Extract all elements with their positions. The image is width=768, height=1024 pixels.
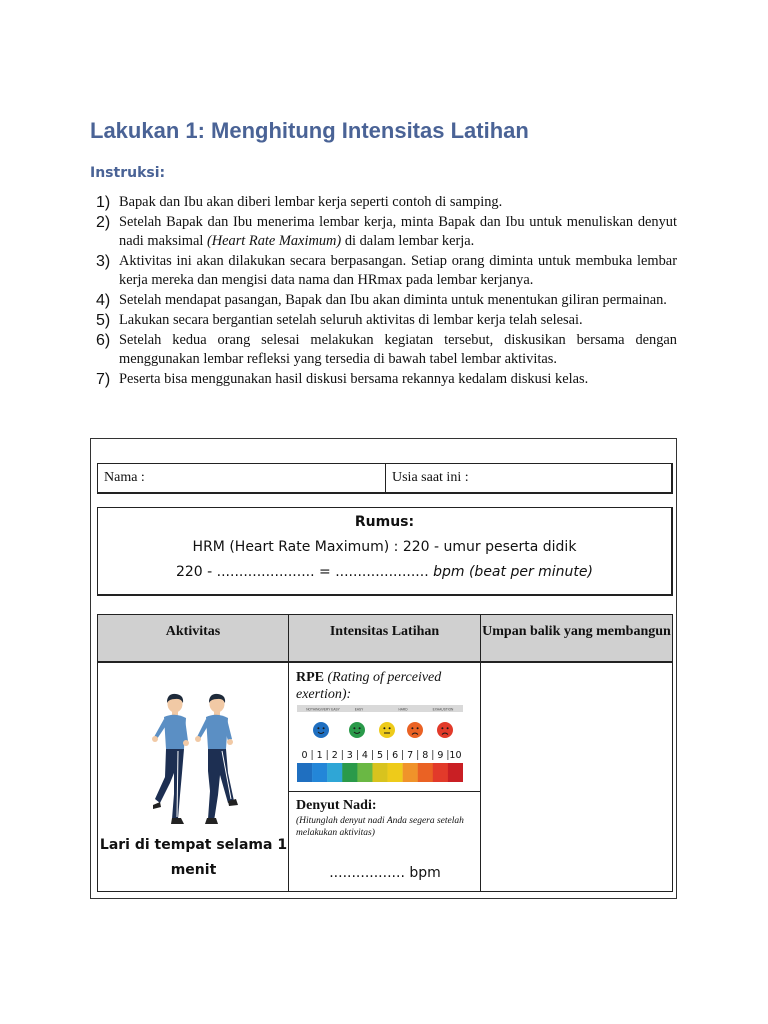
instruction-number: 6) (96, 332, 111, 349)
rpe-scale-bar (327, 763, 342, 782)
instruction-number: 4) (96, 292, 111, 309)
instruction-item (90, 193, 677, 212)
rpe-face-eye (447, 727, 449, 729)
activity-table (97, 614, 673, 892)
rpe-face-icon (349, 722, 365, 738)
runner-figure (195, 694, 238, 824)
rpe-scale-number: 3 (346, 750, 353, 761)
header-feedback: Umpan balik yang membangun (481, 615, 672, 663)
instruction-item (90, 370, 677, 389)
pulse-label: Denyut Nadi: (296, 798, 377, 813)
rpe-caption: (Rating of perceived exertion): (296, 670, 442, 702)
rpe-scale-bar (403, 763, 418, 782)
rpe-scale-number: 2 (331, 750, 338, 761)
formula-blanks: 220 - ...................... = ..................... (175, 564, 434, 580)
instruction-text: Peserta bisa menggunakan hasil diskusi bersama rekannya kedalam diskusi kelas. (119, 371, 589, 387)
rpe-face-eye (441, 727, 443, 729)
rpe-scale-bar (388, 763, 403, 782)
rpe-scale-bar (342, 763, 357, 782)
instruction-text: Bapak dan Ibu akan diberi lembar kerja seperti contoh di samping. (119, 194, 503, 210)
pulse-instruction: (Hitunglah denyut nadi Anda segera setelah melakukan aktivitas) (296, 816, 464, 838)
rpe-header-word: EASY (354, 707, 364, 712)
formula-unit: bpm (beat per minute) (433, 564, 593, 580)
rpe-face-eye (383, 727, 385, 729)
page-title: Lakukan 1: Menghitung Intensitas Latihan (90, 118, 529, 143)
rpe-scale-number: 4 (361, 750, 368, 761)
instruction-number: 1) (96, 194, 111, 211)
age-field[interactable]: Usia saat ini : (392, 470, 469, 485)
rpe-header-word: NOTHING/VERY EASY (306, 707, 340, 712)
rpe-face-eye (323, 727, 325, 729)
rpe-scale-number: 0 (301, 750, 308, 761)
name-field[interactable]: Nama : (98, 464, 386, 492)
rpe-face-icon (407, 722, 423, 738)
rpe-face-eye (411, 727, 413, 729)
rpe-face-eye (317, 727, 319, 729)
running-people-illustration (148, 691, 238, 833)
instruction-text: Setelah Bapak dan Ibu menerima lembar kerja, minta Bapak dan Ibu untuk menuliskan denyut nadi maksimal (119, 214, 677, 249)
rpe-header-word: HARD (398, 707, 408, 712)
instruction-text: di dalam lembar kerja. (341, 233, 475, 249)
pulse-input[interactable]: ................. bpm (329, 865, 441, 881)
rpe-scale-number: 7 (407, 750, 414, 761)
instruction-item (90, 311, 677, 330)
instruction-item (90, 291, 677, 310)
formula-calculation[interactable] (98, 564, 671, 580)
rpe-label: RPE (296, 670, 324, 685)
rpe-face-eye (417, 727, 419, 729)
rpe-scale-bar (372, 763, 387, 782)
column-divider (480, 663, 481, 892)
rpe-scale-number: 9 (437, 750, 444, 761)
formula-definition: HRM (Heart Rate Maximum) : 220 - umur peserta didik (192, 539, 577, 555)
rpe-scale-bar (297, 763, 312, 782)
rpe-scale-bar (448, 763, 463, 782)
rpe-scale-bar (433, 763, 448, 782)
instructions-heading: Instruksi: (90, 165, 166, 181)
rpe-scale-bar (312, 763, 327, 782)
rpe-scale-graphic (297, 705, 463, 783)
header-intensity: Intensitas Latihan (289, 615, 481, 663)
instruction-number: 5) (96, 312, 111, 329)
rpe-face-icon (313, 722, 329, 738)
instruction-number: 3) (96, 253, 111, 270)
instruction-number: 7) (96, 371, 111, 388)
rpe-scale-number: 1 (316, 750, 323, 761)
runner-figure (152, 694, 189, 824)
header-activity: Aktivitas (98, 615, 289, 663)
activity-name: Lari di tempat selama 1 menit (99, 837, 288, 878)
formula-box (97, 507, 673, 596)
instruction-item (90, 213, 677, 251)
rpe-scale-bar (418, 763, 433, 782)
rpe-face-eye (389, 727, 391, 729)
row-divider (289, 791, 481, 792)
rpe-header-word: EXHAUSTION (432, 707, 454, 712)
formula-title: Rumus: (354, 514, 415, 530)
instruction-text: Lakukan secara bergantian setelah seluruh aktivitas di lembar kerja telah selesai. (119, 312, 583, 328)
rpe-scale-number: 6 (392, 750, 399, 761)
rpe-face-eye (359, 727, 361, 729)
rpe-scale-number: 5 (376, 750, 384, 761)
rpe-scale-number: 8 (422, 750, 429, 761)
rpe-face-eye (353, 727, 355, 729)
identity-row (97, 463, 673, 494)
instruction-item (90, 331, 677, 369)
instruction-text: Setelah kedua orang selesai melakukan kegiatan tersebut, diskusikan bersama dengan menggunakan lembar refleksi yang tersedia di bawah tabel lembar aktivitas. (119, 332, 677, 367)
rpe-description (296, 669, 476, 703)
instruction-emphasis: (Heart Rate Maximum) (206, 233, 342, 249)
instruction-list (90, 193, 677, 390)
rpe-face-icon (437, 722, 453, 738)
instruction-item (90, 252, 677, 290)
rpe-face-icon (379, 722, 395, 738)
rpe-scale-number: 10 (449, 750, 462, 761)
rpe-scale-bar (357, 763, 372, 782)
instruction-number: 2) (96, 214, 111, 231)
instruction-text: Aktivitas ini akan dilakukan secara berpasangan. Setiap orang diminta untuk membuka lembar kerja mereka dan mengisi data nama dan HRmax pada lembar kerjanya. (119, 253, 677, 288)
instruction-text: Setelah mendapat pasangan, Bapak dan Ibu akan diminta untuk menentukan giliran permainan. (119, 292, 667, 308)
